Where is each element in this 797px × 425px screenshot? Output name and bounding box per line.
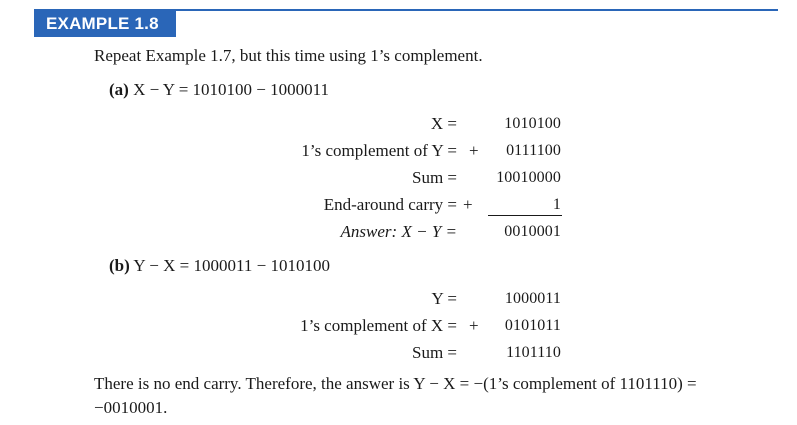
row-a-carry-value: 1 bbox=[552, 196, 561, 213]
row-b-sum-label: Sum = bbox=[411, 343, 457, 362]
part-a-expression: X − Y = 1010100 − 1000011 bbox=[133, 80, 330, 99]
part-a-label: (a) bbox=[109, 80, 129, 99]
row-a-x-label: X = bbox=[430, 114, 457, 133]
row-b-comp-value: 0101011 bbox=[504, 317, 561, 334]
sum-underline bbox=[488, 215, 562, 216]
part-b-heading bbox=[109, 256, 330, 276]
row-a-sum-value: 10010000 bbox=[496, 169, 561, 186]
part-a-heading bbox=[109, 80, 329, 100]
row-a-x-value: 1010100 bbox=[504, 115, 561, 132]
row-a-comp-value: 0111100 bbox=[506, 142, 561, 159]
part-b-label: (b) bbox=[109, 256, 130, 275]
example-badge: EXAMPLE 1.8 bbox=[34, 10, 176, 37]
row-a-sum-label: Sum = bbox=[411, 168, 457, 187]
row-b-sum-value: 1101110 bbox=[506, 344, 561, 361]
row-b-comp-label: 1’s complement of X = bbox=[300, 316, 457, 335]
row-a-carry-plus: + bbox=[463, 195, 473, 214]
conclusion-line-1: There is no end carry. Therefore, the answer is Y − X = −(1’s complement of 1101110) = bbox=[94, 374, 697, 393]
row-b-comp-plus: + bbox=[469, 316, 479, 335]
row-a-comp-plus: + bbox=[469, 141, 479, 160]
row-a-answer-value: 0010001 bbox=[504, 223, 561, 240]
row-a-comp-label: 1’s complement of Y = bbox=[301, 141, 457, 160]
row-a-answer-label: Answer: X − Y = bbox=[340, 222, 457, 241]
conclusion-text bbox=[94, 372, 784, 420]
row-b-y-label: Y = bbox=[431, 289, 457, 308]
row-b-y-value: 1000011 bbox=[504, 290, 561, 307]
intro-text: Repeat Example 1.7, but this time using 1’s complement. bbox=[94, 46, 483, 65]
row-a-carry-label: End-around carry = bbox=[323, 195, 457, 214]
conclusion-line-2: −0010001. bbox=[94, 398, 168, 417]
part-b-expression: Y − X = 1000011 − 1010100 bbox=[133, 256, 330, 275]
